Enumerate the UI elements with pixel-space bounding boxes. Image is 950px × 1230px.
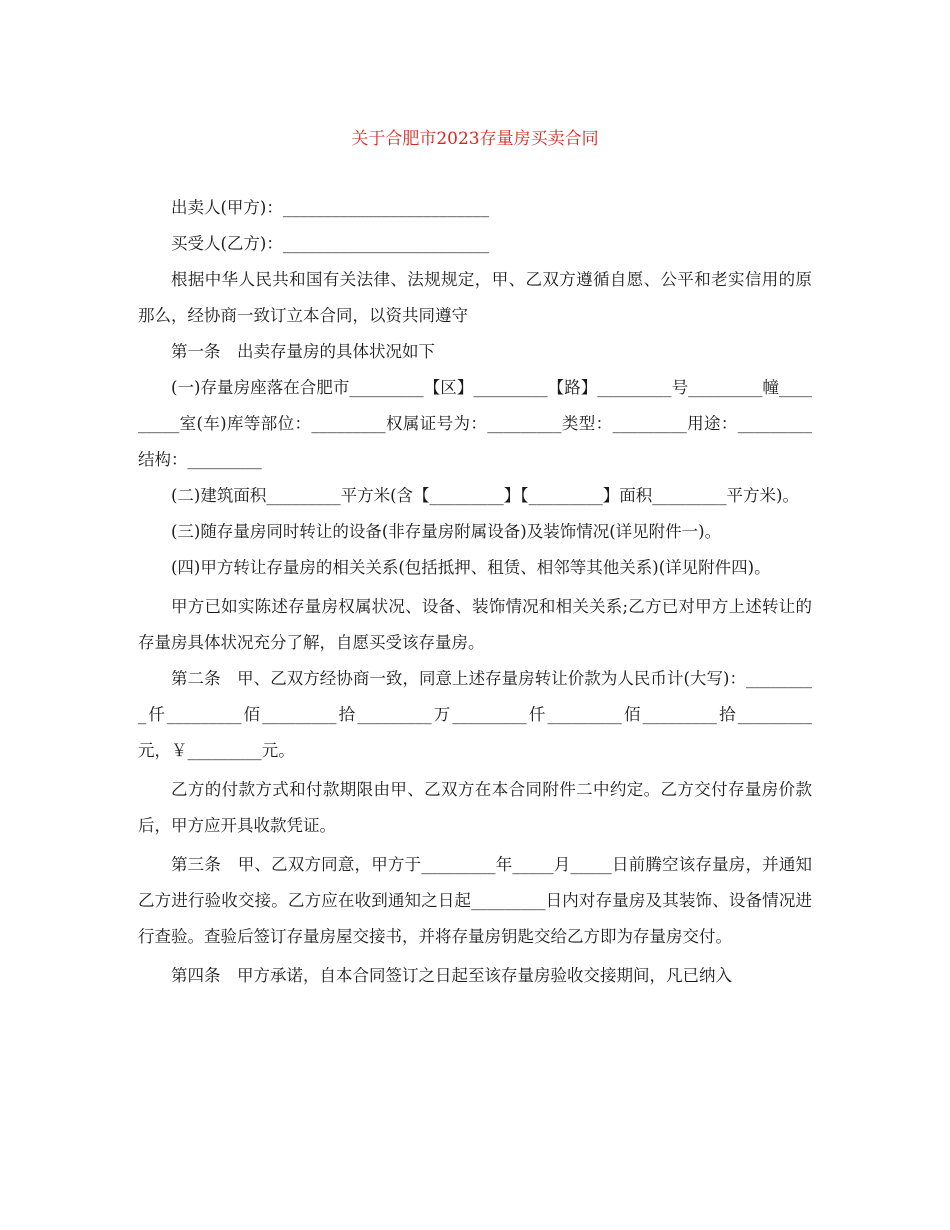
disclosure-paragraph: 甲方已如实陈述存量房权属状况、设备、装饰情况和相关关系;乙方已对甲方上述转让的存量房具体状况充分了解，自愿买受该存量房。	[138, 597, 812, 652]
article-1-heading: 第一条 出卖存量房的具体状况如下	[171, 342, 435, 361]
article-1-item-2: (二)建筑面积_________平方米(含【_________】【_________】面积_________平方米)。	[171, 486, 799, 505]
article-3-paragraph: 第三条 甲、乙双方同意，甲方于_________年_____月_____日前腾空该存量房，并通知乙方进行验收交接。乙方应在收到通知之日起_________日内对存量房及其装饰、设备情况进行查验。查验后签订存量房屋交接书，并将存量房钥匙交给乙方即为存量房交付。	[138, 855, 812, 946]
article-1-item-4: (四)甲方转让存量房的相关关系(包括抵押、租赁、相邻等其他关系)(详见附件四)。	[171, 558, 771, 577]
payment-paragraph: 乙方的付款方式和付款期限由甲、乙双方在本合同附件二中约定。乙方交付存量房价款后，甲方应开具收款凭证。	[138, 780, 812, 835]
article-4-paragraph: 第四条 甲方承诺，自本合同签订之日起至该存量房验收交接期间，凡已纳入	[171, 966, 732, 985]
document-body	[138, 190, 812, 994]
seller-line: 出卖人(甲方)：_________________________	[171, 198, 490, 217]
article-1-item-1: (一)存量房座落在合肥市_________【区】_________【路】_________号_________幢_________室(车)库等部位：_________权属证号为：_________类型：_________用途：_________结构：_________	[138, 378, 812, 469]
document-title: 关于合肥市2023存量房买卖合同	[351, 129, 599, 149]
buyer-line: 买受人(乙方)：_________________________	[171, 234, 490, 253]
preamble-paragraph: 根据中华人民共和国有关法律、法规规定，甲、乙双方遵循自愿、公平和老实信用的原那么，经协商一致订立本合同，以资共同遵守	[138, 270, 812, 325]
article-1-item-3: (三)随存量房同时转让的设备(非存量房附属设备)及装饰情况(详见附件一)。	[171, 522, 722, 541]
article-2-paragraph: 第二条 甲、乙双方经协商一致，同意上述存量房转让价款为人民币计(大写)：_________仟_________佰_________拾_________万_________仟_________佰_________拾_________元，￥_________元。	[138, 669, 812, 760]
